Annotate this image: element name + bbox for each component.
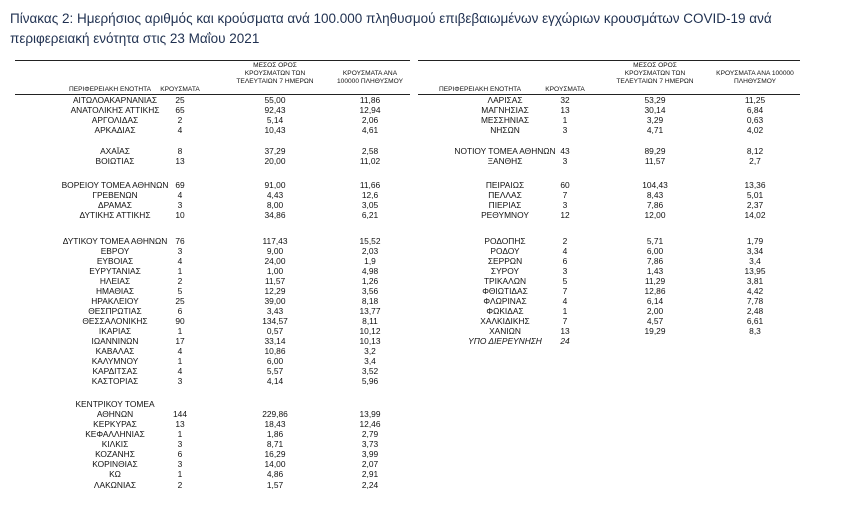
left-row-avg7: 1,86	[266, 429, 284, 439]
left-row-per100k: 2,06	[361, 115, 379, 125]
left-row-cases: 90	[175, 316, 185, 326]
left-row-region: ΕΥΒΟΙΑΣ	[96, 256, 134, 266]
right-row-avg7: 11,29	[644, 276, 666, 286]
right-row-avg7: 12,86	[644, 286, 666, 296]
right-row-region: ΠΕΙΡΑΙΩΣ	[485, 180, 525, 190]
right-row-per100k: 3,34	[746, 246, 764, 256]
right-row-avg7: 89,29	[644, 146, 666, 156]
left-row-region: ΓΡΕΒΕΝΩΝ	[92, 190, 138, 200]
left-row-region: ΑΝΑΤΟΛΙΚΗΣ ΑΤΤΙΚΗΣ	[70, 105, 160, 115]
left-row-per100k: 10,13	[359, 336, 381, 346]
left-row-region: ΑΡΚΑΔΙΑΣ	[94, 125, 136, 135]
left-row-cases: 1	[177, 429, 183, 439]
left-row-avg7: 10,43	[264, 125, 286, 135]
right-row-avg7: 7,86	[646, 200, 664, 210]
left-row-per100k: 10,12	[359, 326, 381, 336]
right-row-avg7: 4,71	[646, 125, 664, 135]
left-row-per100k: 2,03	[361, 246, 379, 256]
left-row-avg7: 1,57	[266, 480, 284, 490]
left-row-region: ΚΟΡΙΝΘΙΑΣ	[92, 459, 138, 469]
right-row-per100k: 8,12	[746, 146, 764, 156]
left-row-per100k: 2,24	[361, 480, 379, 490]
right-row-cases: 1	[562, 306, 568, 316]
right-row-region: ΧΑΝΙΩΝ	[489, 326, 521, 336]
left-row-per100k: 3,4	[364, 356, 376, 366]
right-row-avg7: 8,43	[646, 190, 664, 200]
left-row-cases: 65	[175, 105, 185, 115]
left-row-avg7: 4,86	[266, 469, 284, 479]
left-row-per100k: 15,52	[359, 236, 381, 246]
right-row-cases: 3	[562, 125, 568, 135]
right-row-cases: 2	[562, 236, 568, 246]
left-row-per100k: 5,96	[361, 376, 379, 386]
right-row-cases: 13	[560, 105, 570, 115]
right-row-per100k: 2,37	[746, 200, 764, 210]
right-row-per100k: 14,02	[744, 210, 766, 220]
left-row-cases: 5	[177, 286, 183, 296]
right-row-region: ΧΑΛΚΙΔΙΚΗΣ	[480, 316, 530, 326]
left-row-region: ΚΙΛΚΙΣ	[101, 439, 129, 449]
left-row-per100k: 3,52	[361, 366, 379, 376]
header-region-right: ΠΕΡΙΦΕΡΕΙΑΚΗ ΕΝΟΤΗΤΑ	[438, 86, 522, 93]
left-row-cases: 6	[177, 449, 183, 459]
left-row-per100k: 3,56	[361, 286, 379, 296]
left-row-avg7: 11,57	[264, 276, 286, 286]
left-row-avg7: 34,86	[264, 210, 286, 220]
right-row-avg7: 6,00	[646, 246, 664, 256]
right-row-region: ΣΥΡΟΥ	[490, 266, 520, 276]
right-row-region: ΝΟΤΙΟΥ ΤΟΜΕΑ ΑΘΗΝΩΝ	[454, 146, 556, 156]
top-rule-left	[15, 60, 410, 61]
right-row-per100k: 7,78	[746, 296, 764, 306]
right-row-cases: 7	[562, 316, 568, 326]
left-row-cases: 69	[175, 180, 185, 190]
right-row-avg7: 2,00	[646, 306, 664, 316]
left-row-per100k: 3,99	[361, 449, 379, 459]
left-row-region: ΗΡΑΚΛΕΙΟΥ	[91, 296, 139, 306]
left-row-cases: 1	[177, 326, 183, 336]
left-row-region: ΙΚΑΡΙΑΣ	[98, 326, 132, 336]
left-row-region: ΒΟΡΕΙΟΥ ΤΟΜΕΑ ΑΘΗΝΩΝ	[61, 180, 169, 190]
left-row-per100k: 12,46	[359, 419, 381, 429]
right-row-region: ΦΩΚΙΔΑΣ	[486, 306, 524, 316]
left-row-per100k: 4,98	[361, 266, 379, 276]
right-row-avg7: 4,57	[646, 316, 664, 326]
left-row-per100k: 6,21	[361, 210, 379, 220]
left-row-cases: 3	[177, 246, 183, 256]
left-row-per100k: 13,99	[359, 409, 381, 419]
left-row-avg7: 14,00	[264, 459, 286, 469]
left-row-region: ΚΕΦΑΛΛΗΝΙΑΣ	[85, 429, 145, 439]
left-row-cases: 1	[177, 356, 183, 366]
left-row-cases: 4	[177, 125, 183, 135]
right-row-cases: 3	[562, 200, 568, 210]
right-row-region: ΝΗΣΩΝ	[490, 125, 520, 135]
right-row-cases: 3	[562, 156, 568, 166]
right-row-cases: 13	[560, 326, 570, 336]
header-per100k-left: ΚΡΟΥΣΜΑΤΑ ΑΝΑ 100000 ΠΛΗΘΥΣΜΟΥ	[337, 70, 403, 85]
left-row-region: ΘΕΣΠΡΩΤΙΑΣ	[88, 306, 142, 316]
right-row-region: ΠΙΕΡΙΑΣ	[488, 200, 522, 210]
left-row-region: ΔΥΤΙΚΟΥ ΤΟΜΕΑ ΑΘΗΝΩΝ	[62, 236, 168, 246]
left-row-cases: 4	[177, 366, 183, 376]
right-row-avg7: 5,71	[646, 236, 664, 246]
left-row-region: ΑΘΗΝΩΝ	[96, 409, 134, 419]
right-row-avg7: 19,29	[644, 326, 666, 336]
left-row-per100k: 3,05	[361, 200, 379, 210]
right-row-avg7: 53,29	[644, 95, 666, 105]
right-row-region: ΞΑΝΘΗΣ	[487, 156, 523, 166]
left-row-avg7: 55,00	[264, 95, 286, 105]
right-row-cases: 5	[562, 276, 568, 286]
left-row-cases: 13	[175, 419, 185, 429]
right-row-per100k: 3,81	[746, 276, 764, 286]
left-row-region: ΑΡΓΟΛΙΔΑΣ	[91, 115, 139, 125]
right-row-region: ΥΠΟ ΔΙΕΡΕΥΝΗΣΗ	[468, 336, 542, 346]
left-row-per100k: 12,6	[361, 190, 379, 200]
left-row-per100k: 12,94	[359, 105, 381, 115]
left-row-avg7: 1,00	[266, 266, 284, 276]
left-row-cases: 144	[173, 409, 187, 419]
right-row-cases: 1	[562, 115, 568, 125]
left-row-avg7: 18,43	[264, 419, 286, 429]
left-row-avg7: 5,57	[266, 366, 284, 376]
left-row-avg7: 4,14	[266, 376, 284, 386]
right-row-avg7: 12,00	[644, 210, 666, 220]
left-row-avg7: 8,00	[266, 200, 284, 210]
right-row-avg7: 30,14	[644, 105, 666, 115]
left-row-region: ΚΑΡΔΙΤΣΑΣ	[92, 366, 138, 376]
left-row-cases: 25	[175, 296, 185, 306]
left-row-avg7: 39,00	[264, 296, 286, 306]
right-row-avg7: 1,43	[646, 266, 664, 276]
right-row-cases: 32	[560, 95, 570, 105]
left-row-avg7: 10,86	[264, 346, 286, 356]
left-row-cases: 3	[177, 200, 183, 210]
right-row-region: ΡΟΔΟΥ	[490, 246, 520, 256]
right-row-avg7: 7,86	[646, 256, 664, 266]
right-row-per100k: 4,02	[746, 125, 764, 135]
left-row-per100k: 2,58	[361, 146, 379, 156]
left-row-cases: 3	[177, 459, 183, 469]
right-row-region: ΤΡΙΚΑΛΩΝ	[483, 276, 527, 286]
right-row-region: ΦΘΙΩΤΙΔΑΣ	[482, 286, 528, 296]
right-row-region: ΡΟΔΟΠΗΣ	[484, 236, 526, 246]
left-row-region: ΛΑΚΩΝΙΑΣ	[93, 480, 137, 490]
left-row-region: ΒΟΙΩΤΙΑΣ	[95, 156, 135, 166]
left-row-avg7: 4,43	[266, 190, 284, 200]
table-title: Πίνακας 2: Ημερήσιος αριθμός και κρούσματα ανά 100.000 πληθυσμού επιβεβαιωμένων εγχώριων κρουσμάτων COVID-19 ανά περιφερειακή ενότητα στις 23 Μαΐου 2021	[10, 11, 772, 46]
right-row-avg7: 3,29	[646, 115, 664, 125]
header-cases-left: ΚΡΟΥΣΜΑΤΑ	[160, 86, 200, 93]
left-row-cases: 6	[177, 306, 183, 316]
left-row-avg7: 16,29	[264, 449, 286, 459]
left-row-cases: 3	[177, 439, 183, 449]
right-row-region: ΛΑΡΙΣΑΣ	[487, 95, 523, 105]
left-row-cases: 17	[175, 336, 185, 346]
left-row-cases: 10	[175, 210, 185, 220]
right-row-region: ΣΕΡΡΩΝ	[487, 256, 523, 266]
left-row-avg7: 24,00	[264, 256, 286, 266]
right-row-cases: 12	[560, 210, 570, 220]
left-row-per100k: 3,2	[364, 346, 376, 356]
left-row-region: ΗΛΕΙΑΣ	[99, 276, 131, 286]
left-row-avg7: 117,43	[262, 236, 288, 246]
left-row-per100k: 1,9	[364, 256, 376, 266]
right-row-cases: 43	[560, 146, 570, 156]
left-row-avg7: 9,00	[266, 246, 284, 256]
right-row-per100k: 6,61	[746, 316, 764, 326]
left-row-per100k: 8,11	[362, 316, 378, 326]
right-row-cases: 7	[562, 190, 568, 200]
left-row-avg7: 6,00	[266, 356, 284, 366]
header-cases-right: ΚΡΟΥΣΜΑΤΑ	[545, 86, 585, 93]
right-row-region: ΡΕΘΥΜΝΟΥ	[481, 210, 529, 220]
left-row-avg7: 134,57	[262, 316, 288, 326]
left-row-avg7: 12,29	[264, 286, 286, 296]
right-row-per100k: 5,01	[746, 190, 764, 200]
right-row-per100k: 6,84	[746, 105, 764, 115]
right-row-cases: 24	[560, 336, 570, 346]
right-row-region: ΠΕΛΛΑΣ	[488, 190, 522, 200]
left-row-avg7: 92,43	[264, 105, 286, 115]
left-row-avg7: 8,71	[266, 439, 284, 449]
left-row-cases: 2	[177, 480, 183, 490]
right-row-per100k: 4,42	[746, 286, 764, 296]
right-row-region: ΦΛΩΡΙΝΑΣ	[483, 296, 527, 306]
left-row-region: ΚΕΝΤΡΙΚΟΥ ΤΟΜΕΑ	[75, 399, 155, 409]
left-row-avg7: 91,00	[264, 180, 286, 190]
left-row-region: ΚΑΣΤΟΡΙΑΣ	[91, 376, 139, 386]
left-row-cases: 1	[177, 469, 183, 479]
left-row-region: ΕΒΡΟΥ	[100, 246, 130, 256]
right-row-avg7: 6,14	[646, 296, 664, 306]
left-row-cases: 4	[177, 190, 183, 200]
left-row-cases: 4	[177, 256, 183, 266]
left-row-cases: 13	[175, 156, 185, 166]
header-avg7-left: ΜΕΣΟΣ ΟΡΟΣ ΚΡΟΥΣΜΑΤΩΝ ΤΩΝ ΤΕΛΕΥΤΑΙΩΝ 7 ΗΜΕΡΩΝ	[236, 62, 314, 85]
left-row-per100k: 8,18	[361, 296, 379, 306]
left-row-cases: 1	[177, 266, 183, 276]
left-row-cases: 25	[175, 95, 185, 105]
left-row-region: ΕΥΡΥΤΑΝΙΑΣ	[89, 266, 141, 276]
left-row-region: ΘΕΣΣΑΛΟΝΙΚΗΣ	[82, 316, 148, 326]
header-avg7-right: ΜΕΣΟΣ ΟΡΟΣ ΚΡΟΥΣΜΑΤΩΝ ΤΩΝ ΤΕΛΕΥΤΑΙΩΝ 7 ΗΜΕΡΩΝ	[616, 62, 694, 85]
left-row-region: ΙΩΑΝΝΙΝΩΝ	[91, 336, 139, 346]
right-row-per100k: 11,25	[744, 95, 766, 105]
left-row-avg7: 33,14	[264, 336, 286, 346]
right-row-cases: 4	[562, 296, 568, 306]
right-row-per100k: 3,4	[749, 256, 761, 266]
left-row-avg7: 20,00	[264, 156, 286, 166]
left-row-avg7: 5,14	[266, 115, 284, 125]
left-row-region: ΚΕΡΚΥΡΑΣ	[93, 419, 137, 429]
left-row-per100k: 1,26	[361, 276, 379, 286]
left-row-region: ΚΩ	[109, 469, 121, 479]
right-row-cases: 4	[562, 246, 568, 256]
header-region-left: ΠΕΡΙΦΕΡΕΙΑΚΗ ΕΝΟΤΗΤΑ	[68, 86, 152, 93]
left-row-cases: 8	[177, 146, 183, 156]
left-row-per100k: 11,02	[359, 156, 381, 166]
left-row-cases: 2	[177, 276, 183, 286]
left-row-per100k: 13,77	[359, 306, 381, 316]
right-row-region: ΜΑΓΝΗΣΙΑΣ	[481, 105, 529, 115]
right-row-cases: 3	[562, 266, 568, 276]
left-row-cases: 4	[177, 346, 183, 356]
left-row-cases: 3	[177, 376, 183, 386]
left-row-region: ΚΑΒΑΛΑΣ	[95, 346, 135, 356]
right-row-per100k: 1,79	[746, 236, 764, 246]
left-row-region: ΔΡΑΜΑΣ	[98, 200, 132, 210]
left-row-per100k: 2,79	[361, 429, 379, 439]
right-row-cases: 60	[560, 180, 570, 190]
header-per100k-right: ΚΡΟΥΣΜΑΤΑ ΑΝΑ 100000 ΠΛΗΘΥΣΜΟΥ	[716, 70, 794, 85]
right-row-region: ΜΕΣΣΗΝΙΑΣ	[480, 115, 530, 125]
left-row-region: ΚΟΖΑΝΗΣ	[95, 449, 135, 459]
right-row-per100k: 2,7	[749, 156, 761, 166]
left-row-per100k: 2,07	[361, 459, 379, 469]
left-row-per100k: 4,61	[361, 125, 379, 135]
top-rule-right	[418, 60, 800, 61]
right-row-avg7: 11,57	[644, 156, 666, 166]
left-row-region: ΑΧΑΪΑΣ	[100, 146, 130, 156]
left-row-avg7: 0,57	[266, 326, 284, 336]
right-row-per100k: 2,48	[746, 306, 764, 316]
right-row-per100k: 0,63	[746, 115, 764, 125]
right-row-per100k: 13,36	[744, 180, 766, 190]
left-row-cases: 76	[175, 236, 185, 246]
left-row-avg7: 229,86	[262, 409, 288, 419]
left-row-region: ΔΥΤΙΚΗΣ ΑΤΤΙΚΗΣ	[79, 210, 151, 220]
right-row-per100k: 8,3	[749, 326, 761, 336]
left-row-per100k: 11,86	[359, 95, 381, 105]
left-row-cases: 2	[177, 115, 183, 125]
left-row-avg7: 37,29	[264, 146, 286, 156]
right-row-cases: 7	[562, 286, 568, 296]
right-row-avg7: 104,43	[642, 180, 668, 190]
left-row-avg7: 3,43	[266, 306, 284, 316]
right-row-per100k: 13,95	[744, 266, 766, 276]
left-row-per100k: 11,66	[359, 180, 381, 190]
left-row-per100k: 3,73	[361, 439, 379, 449]
left-row-region: ΑΙΤΩΛΟΑΚΑΡΝΑΝΙΑΣ	[72, 95, 158, 105]
right-row-cases: 6	[562, 256, 568, 266]
left-row-region: ΗΜΑΘΙΑΣ	[95, 286, 135, 296]
left-row-per100k: 2,91	[361, 469, 379, 479]
left-row-region: ΚΑΛΥΜΝΟΥ	[91, 356, 139, 366]
